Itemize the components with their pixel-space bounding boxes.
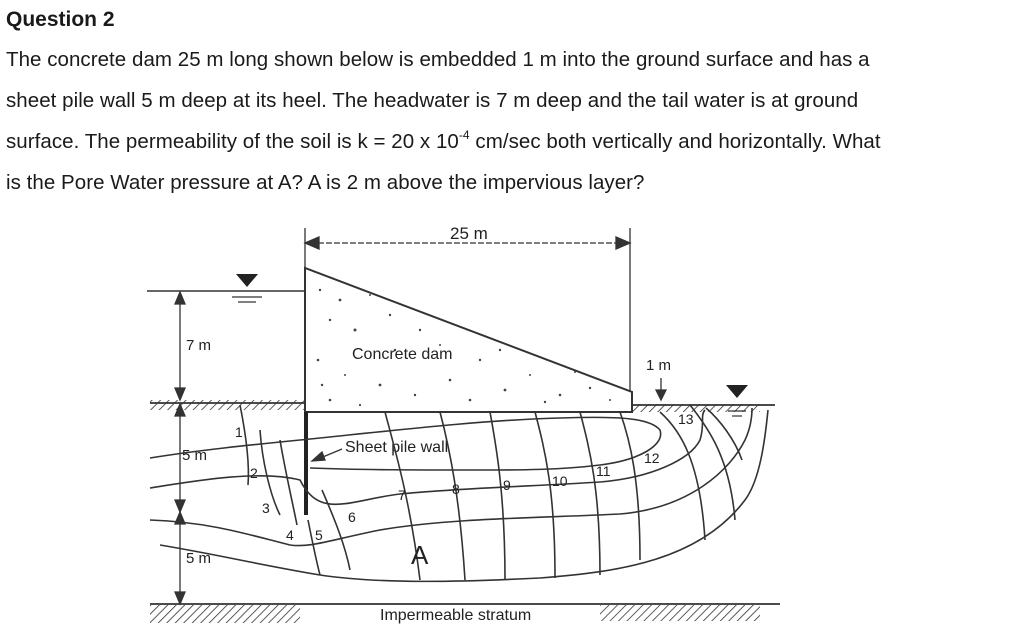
drop-number: 9 bbox=[503, 477, 511, 493]
drop-number: 2 bbox=[250, 465, 258, 481]
question-line-4: is the Pore Water pressure at A? A is 2 m above the impervious layer? bbox=[6, 171, 645, 194]
drop-number: 10 bbox=[552, 473, 568, 489]
drop-number: 12 bbox=[644, 450, 660, 466]
drop-number: 5 bbox=[315, 527, 323, 543]
sheet-pile-depth-label: 5 m bbox=[182, 447, 208, 464]
dam-length-label: 25 m bbox=[450, 224, 488, 243]
drop-number: 6 bbox=[348, 509, 356, 525]
drop-number: 1 bbox=[235, 424, 243, 440]
concrete-dam-body bbox=[305, 268, 632, 412]
drop-number: 3 bbox=[262, 500, 270, 516]
drop-number: 13 bbox=[678, 411, 694, 427]
tailwater-level-marker bbox=[726, 385, 748, 398]
question-line-3-pre: surface. The permeability of the soil is k = 20 x 10 bbox=[6, 130, 459, 153]
headwater-depth-label: 7 m bbox=[186, 337, 212, 354]
sheet-pile-label: Sheet pile wall bbox=[345, 439, 449, 456]
embedment-label: 1 m bbox=[646, 357, 672, 374]
headwater-level-marker bbox=[236, 274, 258, 287]
impermeable-stratum-label: Impermeable stratum bbox=[380, 607, 532, 624]
drop-number: 7 bbox=[398, 487, 406, 503]
impermeable-hatch-right bbox=[600, 605, 760, 621]
sheet-pile-leader bbox=[312, 449, 342, 461]
question-line-1: The concrete dam 25 m long shown below is embedded 1 m into the ground surface and has a bbox=[6, 48, 870, 71]
equipotential-lines bbox=[240, 405, 742, 580]
drop-number: 4 bbox=[286, 527, 294, 543]
headwater-surface bbox=[147, 291, 305, 302]
point-a-label: A bbox=[411, 540, 429, 570]
sheet-pile-wall bbox=[304, 412, 308, 515]
drop-number: 11 bbox=[596, 463, 611, 479]
drop-number: 8 bbox=[452, 481, 460, 497]
question-line-2: sheet pile wall 5 m deep at its heel. The headwater is 7 m deep and the tail water is at ground bbox=[6, 89, 859, 112]
question-title: Question 2 bbox=[6, 8, 115, 31]
embedment-arrow bbox=[656, 378, 666, 400]
question-line-3-exponent: -4 bbox=[458, 128, 470, 142]
question-line-3-post: cm/sec both vertically and horizontally. What bbox=[469, 130, 881, 153]
dam-label: Concrete dam bbox=[352, 346, 453, 363]
lower-depth-label: 5 m bbox=[186, 550, 212, 567]
upstream-ground-hatch bbox=[150, 400, 305, 410]
drop-number-labels bbox=[235, 411, 694, 543]
impermeable-hatch-left bbox=[150, 605, 300, 623]
